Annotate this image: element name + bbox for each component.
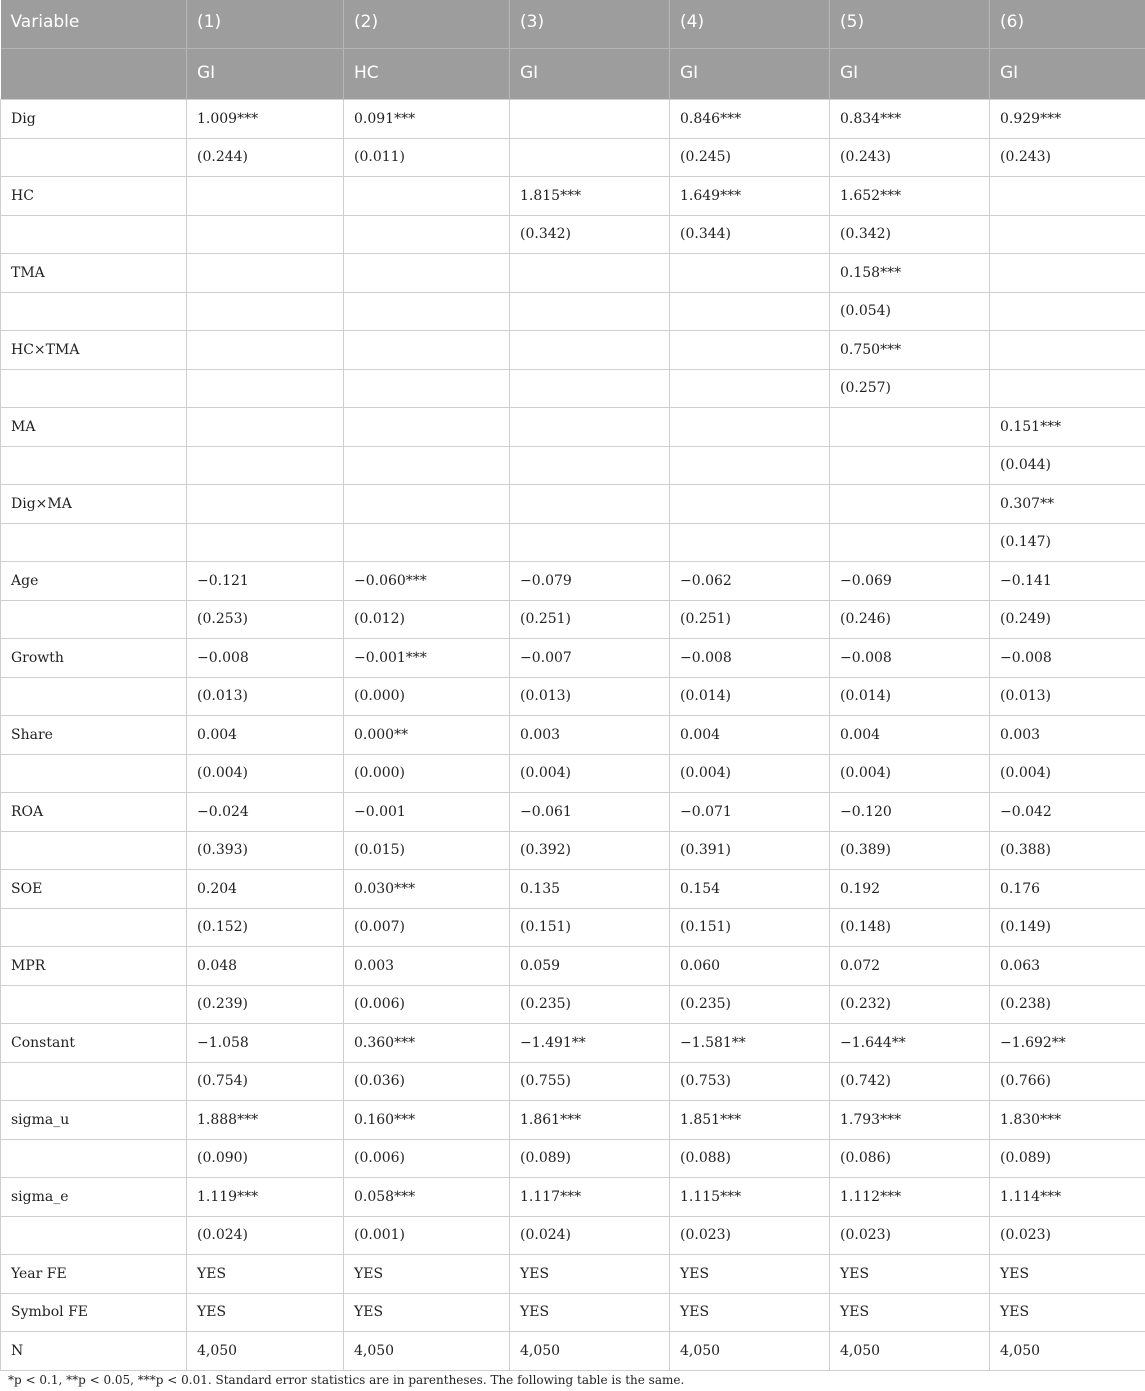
- row-value-cell: 0.091***: [344, 100, 510, 139]
- table-body: [1, 100, 1145, 1371]
- row-variable-cell: [1, 600, 187, 639]
- row-value-cell: [187, 177, 344, 216]
- table-row: [1, 100, 1145, 139]
- row-value-cell: 1.115***: [670, 1178, 830, 1217]
- table-row: [1, 523, 1145, 562]
- row-value-cell: −0.001***: [344, 639, 510, 678]
- table-row: [1, 1101, 1145, 1140]
- row-value-cell: [990, 292, 1145, 331]
- row-value-cell: 0.059: [510, 947, 670, 986]
- row-value-cell: (0.023): [830, 1216, 990, 1255]
- row-value-cell: (0.147): [990, 523, 1145, 562]
- row-variable-cell: MA: [1, 408, 187, 447]
- row-value-cell: [344, 523, 510, 562]
- table-row: [1, 446, 1145, 485]
- row-value-cell: [510, 292, 670, 331]
- row-value-cell: [187, 254, 344, 293]
- row-value-cell: [990, 254, 1145, 293]
- row-value-cell: −0.120: [830, 793, 990, 832]
- row-value-cell: (0.239): [187, 985, 344, 1024]
- row-variable-cell: ROA: [1, 793, 187, 832]
- row-value-cell: [510, 485, 670, 524]
- header-model-2: (2): [344, 0, 510, 49]
- row-value-cell: [830, 523, 990, 562]
- row-value-cell: (0.148): [830, 908, 990, 947]
- row-value-cell: [344, 254, 510, 293]
- row-value-cell: [510, 138, 670, 177]
- row-value-cell: (0.006): [344, 1139, 510, 1178]
- table-row: [1, 1293, 1145, 1332]
- table-header: [1, 0, 1145, 100]
- header-dv-6: GI: [990, 49, 1145, 100]
- row-variable-cell: [1, 1216, 187, 1255]
- row-value-cell: (0.151): [670, 908, 830, 947]
- row-value-cell: YES: [830, 1255, 990, 1294]
- table-row: [1, 215, 1145, 254]
- row-value-cell: −0.008: [990, 639, 1145, 678]
- table-row: [1, 292, 1145, 331]
- row-value-cell: −1.644**: [830, 1024, 990, 1063]
- row-value-cell: [670, 408, 830, 447]
- row-value-cell: [344, 485, 510, 524]
- row-value-cell: (0.086): [830, 1139, 990, 1178]
- header-dv-1: GI: [187, 49, 344, 100]
- row-value-cell: (0.023): [990, 1216, 1145, 1255]
- row-value-cell: 0.003: [990, 716, 1145, 755]
- row-value-cell: (0.044): [990, 446, 1145, 485]
- row-variable-cell: [1, 831, 187, 870]
- row-value-cell: [510, 408, 670, 447]
- row-variable-cell: Dig×MA: [1, 485, 187, 524]
- table-row: [1, 1139, 1145, 1178]
- row-value-cell: (0.232): [830, 985, 990, 1024]
- row-value-cell: (0.012): [344, 600, 510, 639]
- row-value-cell: 1.888***: [187, 1101, 344, 1140]
- row-value-cell: YES: [187, 1293, 344, 1332]
- row-value-cell: −0.121: [187, 562, 344, 601]
- row-value-cell: (0.004): [830, 754, 990, 793]
- table-row: [1, 331, 1145, 370]
- row-value-cell: 0.048: [187, 947, 344, 986]
- row-value-cell: (0.014): [830, 677, 990, 716]
- row-value-cell: [187, 408, 344, 447]
- header-dv-5: GI: [830, 49, 990, 100]
- row-value-cell: −0.008: [670, 639, 830, 678]
- row-value-cell: 1.112***: [830, 1178, 990, 1217]
- row-value-cell: (0.024): [187, 1216, 344, 1255]
- row-value-cell: −0.062: [670, 562, 830, 601]
- row-value-cell: −0.008: [187, 639, 344, 678]
- row-variable-cell: [1, 138, 187, 177]
- row-value-cell: −1.581**: [670, 1024, 830, 1063]
- row-value-cell: (0.151): [510, 908, 670, 947]
- row-value-cell: 0.160***: [344, 1101, 510, 1140]
- row-value-cell: [830, 446, 990, 485]
- row-value-cell: 0.030***: [344, 870, 510, 909]
- row-value-cell: 1.652***: [830, 177, 990, 216]
- row-variable-cell: sigma_e: [1, 1178, 187, 1217]
- row-value-cell: [344, 369, 510, 408]
- row-value-cell: (0.004): [990, 754, 1145, 793]
- row-value-cell: (0.036): [344, 1062, 510, 1101]
- row-value-cell: 1.861***: [510, 1101, 670, 1140]
- row-value-cell: 1.815***: [510, 177, 670, 216]
- row-value-cell: −0.071: [670, 793, 830, 832]
- row-value-cell: −0.069: [830, 562, 990, 601]
- row-value-cell: [670, 331, 830, 370]
- row-value-cell: 0.000**: [344, 716, 510, 755]
- row-value-cell: YES: [344, 1293, 510, 1332]
- header-row-model-numbers: [1, 0, 1145, 49]
- row-value-cell: (0.392): [510, 831, 670, 870]
- row-variable-cell: HC: [1, 177, 187, 216]
- table-row: [1, 600, 1145, 639]
- table-row: [1, 254, 1145, 293]
- table-row: [1, 677, 1145, 716]
- row-variable-cell: Dig: [1, 100, 187, 139]
- row-value-cell: [344, 331, 510, 370]
- row-value-cell: [187, 369, 344, 408]
- row-value-cell: [187, 292, 344, 331]
- row-value-cell: (0.000): [344, 677, 510, 716]
- row-value-cell: [187, 215, 344, 254]
- row-variable-cell: sigma_u: [1, 1101, 187, 1140]
- table-row: [1, 1216, 1145, 1255]
- row-variable-cell: [1, 1062, 187, 1101]
- row-variable-cell: Age: [1, 562, 187, 601]
- row-value-cell: [990, 215, 1145, 254]
- row-value-cell: 4,050: [187, 1332, 344, 1371]
- table-row: [1, 870, 1145, 909]
- row-value-cell: (0.753): [670, 1062, 830, 1101]
- table-row: [1, 408, 1145, 447]
- row-value-cell: 4,050: [510, 1332, 670, 1371]
- row-value-cell: 0.004: [670, 716, 830, 755]
- row-value-cell: [830, 408, 990, 447]
- row-value-cell: (0.000): [344, 754, 510, 793]
- row-value-cell: −1.491**: [510, 1024, 670, 1063]
- row-value-cell: (0.389): [830, 831, 990, 870]
- row-value-cell: (0.090): [187, 1139, 344, 1178]
- row-value-cell: 1.649***: [670, 177, 830, 216]
- row-value-cell: (0.054): [830, 292, 990, 331]
- row-value-cell: −0.007: [510, 639, 670, 678]
- table-row: [1, 985, 1145, 1024]
- row-value-cell: −1.692**: [990, 1024, 1145, 1063]
- row-value-cell: (0.007): [344, 908, 510, 947]
- row-value-cell: YES: [510, 1293, 670, 1332]
- row-variable-cell: [1, 677, 187, 716]
- row-value-cell: (0.244): [187, 138, 344, 177]
- row-value-cell: [510, 331, 670, 370]
- row-value-cell: (0.024): [510, 1216, 670, 1255]
- row-value-cell: (0.245): [670, 138, 830, 177]
- row-value-cell: YES: [990, 1293, 1145, 1332]
- row-value-cell: 4,050: [344, 1332, 510, 1371]
- row-value-cell: 0.003: [510, 716, 670, 755]
- row-value-cell: [670, 292, 830, 331]
- table-row: [1, 793, 1145, 832]
- row-value-cell: (0.742): [830, 1062, 990, 1101]
- row-value-cell: 1.851***: [670, 1101, 830, 1140]
- row-value-cell: [830, 485, 990, 524]
- row-variable-cell: [1, 215, 187, 254]
- row-value-cell: 1.117***: [510, 1178, 670, 1217]
- row-value-cell: 0.154: [670, 870, 830, 909]
- row-value-cell: (0.243): [990, 138, 1145, 177]
- row-variable-cell: [1, 292, 187, 331]
- row-value-cell: 0.004: [830, 716, 990, 755]
- row-value-cell: [344, 215, 510, 254]
- row-value-cell: [344, 177, 510, 216]
- row-value-cell: 0.846***: [670, 100, 830, 139]
- row-variable-cell: [1, 446, 187, 485]
- row-variable-cell: SOE: [1, 870, 187, 909]
- table-row: [1, 369, 1145, 408]
- header-variable: Variable: [1, 0, 187, 49]
- row-value-cell: 0.158***: [830, 254, 990, 293]
- row-value-cell: (0.755): [510, 1062, 670, 1101]
- row-value-cell: 4,050: [990, 1332, 1145, 1371]
- row-value-cell: [670, 254, 830, 293]
- row-variable-cell: Symbol FE: [1, 1293, 187, 1332]
- row-value-cell: 0.204: [187, 870, 344, 909]
- row-value-cell: (0.149): [990, 908, 1145, 947]
- table-row: [1, 1062, 1145, 1101]
- row-value-cell: (0.015): [344, 831, 510, 870]
- row-value-cell: (0.251): [670, 600, 830, 639]
- table-row: [1, 754, 1145, 793]
- row-variable-cell: [1, 985, 187, 1024]
- table-row: [1, 1332, 1145, 1371]
- row-value-cell: [670, 446, 830, 485]
- row-variable-cell: HC×TMA: [1, 331, 187, 370]
- row-value-cell: [187, 485, 344, 524]
- header-dv-4: GI: [670, 49, 830, 100]
- row-value-cell: 0.750***: [830, 331, 990, 370]
- header-model-5: (5): [830, 0, 990, 49]
- row-value-cell: (0.766): [990, 1062, 1145, 1101]
- table-row: [1, 831, 1145, 870]
- table-row: [1, 562, 1145, 601]
- header-model-3: (3): [510, 0, 670, 49]
- row-variable-cell: [1, 908, 187, 947]
- row-value-cell: −0.141: [990, 562, 1145, 601]
- table-row: [1, 947, 1145, 986]
- row-value-cell: 0.135: [510, 870, 670, 909]
- row-value-cell: −0.024: [187, 793, 344, 832]
- row-value-cell: 0.929***: [990, 100, 1145, 139]
- row-value-cell: 1.793***: [830, 1101, 990, 1140]
- row-value-cell: −0.061: [510, 793, 670, 832]
- row-value-cell: 1.830***: [990, 1101, 1145, 1140]
- header-row-dependent-vars: [1, 49, 1145, 100]
- row-value-cell: 0.360***: [344, 1024, 510, 1063]
- table-row: [1, 908, 1145, 947]
- row-value-cell: [510, 523, 670, 562]
- row-value-cell: 1.114***: [990, 1178, 1145, 1217]
- row-value-cell: −0.060***: [344, 562, 510, 601]
- row-value-cell: 0.307**: [990, 485, 1145, 524]
- row-value-cell: −0.008: [830, 639, 990, 678]
- row-value-cell: (0.253): [187, 600, 344, 639]
- table-row: [1, 716, 1145, 755]
- row-value-cell: [670, 523, 830, 562]
- row-value-cell: 0.834***: [830, 100, 990, 139]
- row-value-cell: YES: [670, 1293, 830, 1332]
- row-value-cell: −1.058: [187, 1024, 344, 1063]
- row-value-cell: (0.004): [187, 754, 344, 793]
- header-dv-2: HC: [344, 49, 510, 100]
- table-row: [1, 1178, 1145, 1217]
- row-value-cell: 0.151***: [990, 408, 1145, 447]
- row-value-cell: 0.072: [830, 947, 990, 986]
- row-variable-cell: [1, 754, 187, 793]
- row-value-cell: YES: [187, 1255, 344, 1294]
- row-value-cell: [670, 369, 830, 408]
- row-value-cell: (0.013): [990, 677, 1145, 716]
- row-variable-cell: TMA: [1, 254, 187, 293]
- row-variable-cell: Share: [1, 716, 187, 755]
- table-row: [1, 138, 1145, 177]
- table-row: [1, 485, 1145, 524]
- row-value-cell: 0.176: [990, 870, 1145, 909]
- row-value-cell: [990, 331, 1145, 370]
- row-value-cell: (0.004): [670, 754, 830, 793]
- row-value-cell: (0.014): [670, 677, 830, 716]
- row-value-cell: (0.342): [830, 215, 990, 254]
- row-value-cell: (0.251): [510, 600, 670, 639]
- row-value-cell: 0.058***: [344, 1178, 510, 1217]
- row-value-cell: (0.391): [670, 831, 830, 870]
- row-value-cell: [510, 100, 670, 139]
- row-value-cell: YES: [510, 1255, 670, 1294]
- row-value-cell: YES: [990, 1255, 1145, 1294]
- row-value-cell: YES: [830, 1293, 990, 1332]
- row-value-cell: (0.004): [510, 754, 670, 793]
- row-value-cell: 0.192: [830, 870, 990, 909]
- row-variable-cell: Growth: [1, 639, 187, 678]
- row-value-cell: (0.013): [187, 677, 344, 716]
- row-value-cell: 1.119***: [187, 1178, 344, 1217]
- row-value-cell: 1.009***: [187, 100, 344, 139]
- table-footnote: *p < 0.1, **p < 0.05, ***p < 0.01. Standard error statistics are in parentheses. The following table is the same.: [8, 1373, 685, 1387]
- row-variable-cell: Constant: [1, 1024, 187, 1063]
- row-value-cell: 0.003: [344, 947, 510, 986]
- row-value-cell: [670, 485, 830, 524]
- row-value-cell: [510, 254, 670, 293]
- table-row: [1, 177, 1145, 216]
- row-value-cell: 0.004: [187, 716, 344, 755]
- row-value-cell: −0.042: [990, 793, 1145, 832]
- row-value-cell: [344, 446, 510, 485]
- row-value-cell: YES: [344, 1255, 510, 1294]
- row-value-cell: (0.257): [830, 369, 990, 408]
- row-value-cell: (0.393): [187, 831, 344, 870]
- row-value-cell: [187, 446, 344, 485]
- row-variable-cell: MPR: [1, 947, 187, 986]
- row-value-cell: 4,050: [670, 1332, 830, 1371]
- row-value-cell: 4,050: [830, 1332, 990, 1371]
- row-value-cell: (0.023): [670, 1216, 830, 1255]
- row-value-cell: (0.754): [187, 1062, 344, 1101]
- row-value-cell: (0.235): [510, 985, 670, 1024]
- row-variable-cell: [1, 523, 187, 562]
- row-value-cell: (0.089): [510, 1139, 670, 1178]
- row-value-cell: (0.235): [670, 985, 830, 1024]
- row-variable-cell: N: [1, 1332, 187, 1371]
- row-value-cell: [510, 446, 670, 485]
- row-value-cell: (0.246): [830, 600, 990, 639]
- row-value-cell: 0.060: [670, 947, 830, 986]
- row-value-cell: [187, 331, 344, 370]
- row-value-cell: 0.063: [990, 947, 1145, 986]
- row-value-cell: (0.088): [670, 1139, 830, 1178]
- row-variable-cell: [1, 369, 187, 408]
- row-variable-cell: [1, 1139, 187, 1178]
- row-value-cell: (0.001): [344, 1216, 510, 1255]
- table-row: [1, 1024, 1145, 1063]
- row-value-cell: (0.243): [830, 138, 990, 177]
- header-model-4: (4): [670, 0, 830, 49]
- row-value-cell: (0.152): [187, 908, 344, 947]
- row-value-cell: (0.011): [344, 138, 510, 177]
- row-value-cell: (0.342): [510, 215, 670, 254]
- row-value-cell: (0.013): [510, 677, 670, 716]
- row-value-cell: [510, 369, 670, 408]
- row-value-cell: [344, 292, 510, 331]
- row-variable-cell: Year FE: [1, 1255, 187, 1294]
- table-row: [1, 639, 1145, 678]
- row-value-cell: (0.089): [990, 1139, 1145, 1178]
- row-value-cell: −0.001: [344, 793, 510, 832]
- row-value-cell: [990, 177, 1145, 216]
- row-value-cell: −0.079: [510, 562, 670, 601]
- header-model-1: (1): [187, 0, 344, 49]
- row-value-cell: YES: [670, 1255, 830, 1294]
- row-value-cell: [344, 408, 510, 447]
- row-value-cell: (0.249): [990, 600, 1145, 639]
- row-value-cell: [187, 523, 344, 562]
- row-value-cell: (0.006): [344, 985, 510, 1024]
- table-row: [1, 1255, 1145, 1294]
- header-dv-3: GI: [510, 49, 670, 100]
- row-value-cell: (0.238): [990, 985, 1145, 1024]
- header-model-6: (6): [990, 0, 1145, 49]
- row-value-cell: (0.388): [990, 831, 1145, 870]
- row-value-cell: (0.344): [670, 215, 830, 254]
- header-blank: [1, 49, 187, 100]
- row-value-cell: [990, 369, 1145, 408]
